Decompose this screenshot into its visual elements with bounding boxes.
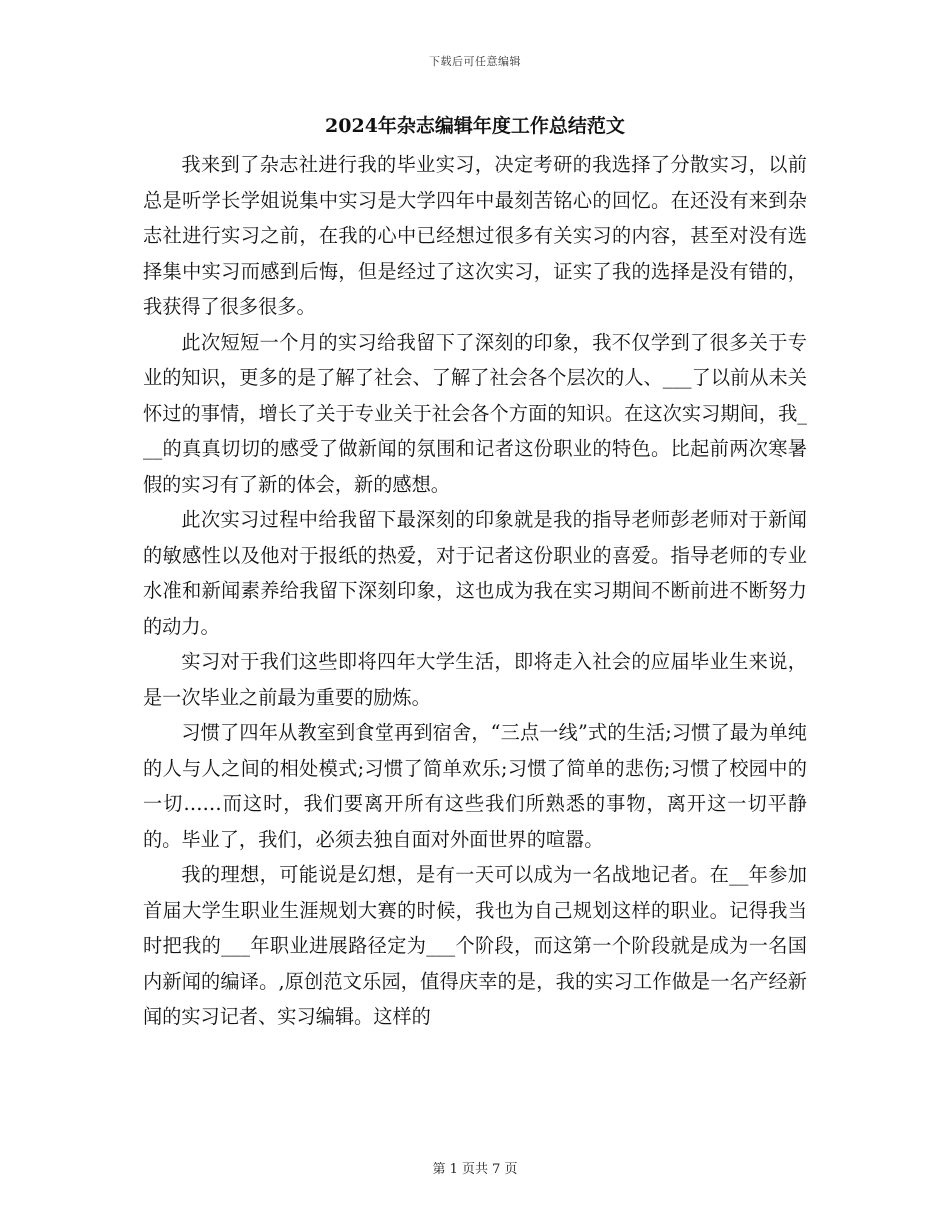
download-note: 下载后可任意编辑 [429,55,521,68]
paragraph-4: 实习对于我们这些即将四年大学生活，即将走入社会的应届毕业生来说，是一次毕业之前最为重要的励炼。 [143,650,807,709]
paragraph-2: 此次短短一个月的实习给我留下了深刻的印象，我不仅学到了很多关于专业的知识，更多的是了解了社会、了解了社会各个层次的人、___了以前从未关怀过的事情，增长了关于专业关于社会各个方面的知识。在这次实习期间，我___的真真切切的感受了做新闻的氛围和记者这份职业的特色。比起前两次寒暑假的实习有了新的体会，新的感想。 [143,330,807,496]
document-title: 2024年杂志编辑年度工作总结范文 [325,115,625,137]
document-body [143,147,807,1035]
page-indicator: 第 1 页共 7 页 [432,1162,518,1177]
paragraph-3: 此次实习过程中给我留下最深刻的印象就是我的指导老师彭老师对于新闻的敏感性以及他对于报纸的热爱，对于记者这份职业的喜爱。指导老师的专业水准和新闻素养给我留下深刻印象，这也成为我在实习期间不断前进不断努力的动力。 [143,508,807,638]
paragraph-1: 我来到了杂志社进行我的毕业实习，决定考研的我选择了分散实习，以前总是听学长学姐说集中实习是大学四年中最刻苦铭心的回忆。在还没有来到杂志社进行实习之前，在我的心中已经想过很多有关实习的内容，甚至对没有选择集中实习而感到后悔，但是经过了这次实习，证实了我的选择是没有错的，我获得了很多很多。 [143,153,807,318]
paragraph-5: 习惯了四年从教室到食堂再到宿舍，“三点一线”式的生活;习惯了最为单纯的人与人之间的相处模式;习惯了简单欢乐;习惯了简单的悲伤;习惯了校园中的一切……而这时，我们要离开所有这些我们所熟悉的事物，离开这一切平静的。毕业了，我们，必须去独自面对外面世界的喧嚣。 [143,721,807,851]
paragraph-6: 我的理想，可能说是幻想，是有一天可以成为一名战地记者。在__年参加首届大学生职业生涯规划大赛的时候，我也为自己规划这样的职业。记得我当时把我的___年职业进展路径定为___个阶段，而这第一个阶段就是成为一名国内新闻的编译。,原创范文乐园，值得庆幸的是，我的实习工作做是一名产经新闻的实习记者、实习编辑。这样的 [143,863,807,1028]
